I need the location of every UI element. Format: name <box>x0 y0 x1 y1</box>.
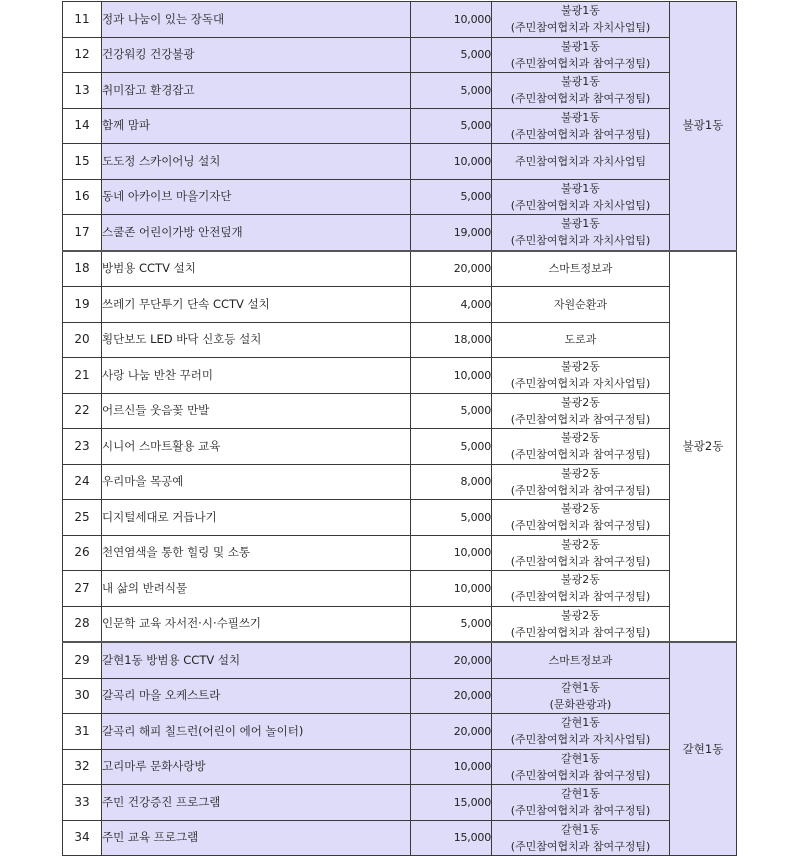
department-line-2: (주민참여협치과 자치사업팀) <box>510 21 651 35</box>
responsible-department <box>492 37 670 73</box>
project-name: 디지털세대로 거듭나기 <box>102 500 411 536</box>
project-amount: 5,000 <box>411 179 492 215</box>
responsible-department <box>492 464 670 500</box>
table-row <box>63 500 737 536</box>
project-amount: 18,000 <box>411 322 492 358</box>
department-line-1: 불광1동 <box>561 39 600 53</box>
department-line-1: 불광1동 <box>561 181 600 195</box>
department-line-1: 불광2동 <box>561 608 600 622</box>
responsible-department <box>492 179 670 215</box>
project-name: 도도정 스카이어닝 설치 <box>102 144 411 180</box>
project-name: 쓰레기 무단투기 단속 CCTV 설치 <box>102 287 411 323</box>
row-number: 29 <box>63 642 102 678</box>
department-line-2: (주민참여협치과 참여구정팀) <box>510 804 651 818</box>
department-line-2: (주민참여협치과 참여구정팀) <box>510 625 651 639</box>
table-row <box>63 108 737 144</box>
row-number: 33 <box>63 785 102 821</box>
project-amount: 5,000 <box>411 500 492 536</box>
table-row <box>63 606 737 642</box>
department-line-1: 갈현1동 <box>561 751 600 765</box>
department-line-2: (주민참여협치과 자치사업팀) <box>510 377 651 391</box>
project-name: 스쿨존 어린이가방 안전덮개 <box>102 215 411 251</box>
table-row <box>63 144 737 180</box>
department-line-1: 갈현1동 <box>561 822 600 836</box>
project-amount: 10,000 <box>411 749 492 785</box>
project-name: 어르신들 웃음꽃 만발 <box>102 393 411 429</box>
row-number: 18 <box>63 251 102 287</box>
project-amount: 4,000 <box>411 287 492 323</box>
project-amount: 10,000 <box>411 144 492 180</box>
responsible-department <box>492 215 670 251</box>
department-line-2: (주민참여협치과 참여구정팀) <box>510 127 651 141</box>
table-row <box>63 251 737 287</box>
row-number: 15 <box>63 144 102 180</box>
table-row <box>63 571 737 607</box>
row-number: 30 <box>63 678 102 714</box>
responsible-department <box>492 358 670 394</box>
department-line-1: 불광1동 <box>561 4 600 18</box>
department-line-1: 스마트정보과 <box>548 262 613 276</box>
project-name: 정과 나눔이 있는 장독대 <box>102 2 411 38</box>
department-line-1: 자원순환과 <box>553 297 608 311</box>
project-amount: 10,000 <box>411 571 492 607</box>
row-number: 32 <box>63 749 102 785</box>
row-number: 26 <box>63 535 102 571</box>
region-cell: 불광1동 <box>670 2 737 251</box>
department-line-1: 갈현1동 <box>561 680 600 694</box>
region-cell: 갈현1동 <box>670 642 737 856</box>
project-name: 동네 아카이브 마을기자단 <box>102 179 411 215</box>
responsible-department <box>492 749 670 785</box>
region-cell: 불광2동 <box>670 251 737 643</box>
project-table <box>62 1 737 856</box>
responsible-department <box>492 108 670 144</box>
project-name: 취미잡고 환경잡고 <box>102 73 411 109</box>
responsible-department <box>492 322 670 358</box>
row-number: 31 <box>63 714 102 750</box>
department-line-1: 불광2동 <box>561 395 600 409</box>
project-amount: 10,000 <box>411 358 492 394</box>
responsible-department <box>492 678 670 714</box>
responsible-department <box>492 287 670 323</box>
project-amount: 5,000 <box>411 429 492 465</box>
table-row <box>63 820 737 856</box>
project-amount: 20,000 <box>411 251 492 287</box>
project-name: 갈현1동 방범용 CCTV 설치 <box>102 642 411 678</box>
responsible-department <box>492 642 670 678</box>
project-name: 천연염색을 통한 힐링 및 소통 <box>102 535 411 571</box>
table-row <box>63 714 737 750</box>
row-number: 16 <box>63 179 102 215</box>
department-line-2: (문화관광과) <box>549 697 612 711</box>
department-line-2: (주민참여협치과 참여구정팀) <box>510 92 651 106</box>
department-line-2: (주민참여협치과 참여구정팀) <box>510 412 651 426</box>
project-name: 시니어 스마트활용 교육 <box>102 429 411 465</box>
responsible-department <box>492 714 670 750</box>
row-number: 22 <box>63 393 102 429</box>
table-row <box>63 2 737 38</box>
department-line-2: (주민참여협치과 참여구정팀) <box>510 768 651 782</box>
responsible-department <box>492 500 670 536</box>
project-amount: 8,000 <box>411 464 492 500</box>
table-row <box>63 429 737 465</box>
department-line-2: (주민참여협치과 참여구정팀) <box>510 448 651 462</box>
department-line-1: 불광1동 <box>561 75 600 89</box>
project-name: 주민 건강증진 프로그램 <box>102 785 411 821</box>
responsible-department <box>492 571 670 607</box>
responsible-department <box>492 73 670 109</box>
department-line-1: 불광2동 <box>561 502 600 516</box>
project-name: 내 삶의 반려식물 <box>102 571 411 607</box>
project-name: 갈곡리 마을 오케스트라 <box>102 678 411 714</box>
department-line-1: 불광1동 <box>561 110 600 124</box>
project-amount: 5,000 <box>411 606 492 642</box>
table-row <box>63 678 737 714</box>
project-amount: 10,000 <box>411 2 492 38</box>
row-number: 28 <box>63 606 102 642</box>
row-number: 34 <box>63 820 102 856</box>
table-row <box>63 287 737 323</box>
row-number: 21 <box>63 358 102 394</box>
department-line-2: (주민참여협치과 자치사업팀) <box>510 198 651 212</box>
department-line-1: 갈현1동 <box>561 716 600 730</box>
project-name: 건강워킹 건강불광 <box>102 37 411 73</box>
table-row <box>63 642 737 678</box>
department-line-1: 불광2동 <box>561 431 600 445</box>
project-name: 주민 교육 프로그램 <box>102 820 411 856</box>
department-line-1: 불광1동 <box>561 217 600 231</box>
row-number: 17 <box>63 215 102 251</box>
responsible-department <box>492 820 670 856</box>
responsible-department <box>492 393 670 429</box>
row-number: 23 <box>63 429 102 465</box>
table-row <box>63 73 737 109</box>
project-name: 함께 맘파 <box>102 108 411 144</box>
row-number: 13 <box>63 73 102 109</box>
department-line-1: 스마트정보과 <box>548 653 613 667</box>
table-row <box>63 535 737 571</box>
project-amount: 5,000 <box>411 108 492 144</box>
project-amount: 20,000 <box>411 714 492 750</box>
project-name: 사랑 나눔 반찬 꾸러미 <box>102 358 411 394</box>
table-row <box>63 37 737 73</box>
row-number: 25 <box>63 500 102 536</box>
table-row <box>63 322 737 358</box>
department-line-1: 갈현1동 <box>561 787 600 801</box>
department-line-2: (주민참여협치과 자치사업팀) <box>510 234 651 248</box>
project-amount: 20,000 <box>411 678 492 714</box>
responsible-department <box>492 535 670 571</box>
responsible-department <box>492 429 670 465</box>
row-number: 14 <box>63 108 102 144</box>
department-line-2: (주민참여협치과 참여구정팀) <box>510 56 651 70</box>
row-number: 19 <box>63 287 102 323</box>
project-name: 방범용 CCTV 설치 <box>102 251 411 287</box>
department-line-2: (주민참여협치과 참여구정팀) <box>510 839 651 853</box>
responsible-department <box>492 785 670 821</box>
row-number: 27 <box>63 571 102 607</box>
table-row <box>63 785 737 821</box>
table-row <box>63 215 737 251</box>
row-number: 24 <box>63 464 102 500</box>
table-row <box>63 749 737 785</box>
project-amount: 15,000 <box>411 785 492 821</box>
responsible-department <box>492 606 670 642</box>
department-line-1: 주민참여협치과 자치사업팀 <box>514 154 646 168</box>
project-name: 고리마루 문화사랑방 <box>102 749 411 785</box>
project-amount: 19,000 <box>411 215 492 251</box>
department-line-2: (주민참여협치과 자치사업팀) <box>510 733 651 747</box>
project-name: 인문학 교육 자서전·시·수필쓰기 <box>102 606 411 642</box>
table-row <box>63 358 737 394</box>
project-amount: 5,000 <box>411 393 492 429</box>
project-name: 갈곡리 해피 칠드런(어린이 에어 놀이터) <box>102 714 411 750</box>
department-line-1: 불광2동 <box>561 466 600 480</box>
project-amount: 5,000 <box>411 73 492 109</box>
department-line-2: (주민참여협치과 참여구정팀) <box>510 554 651 568</box>
project-amount: 15,000 <box>411 820 492 856</box>
table-row <box>63 393 737 429</box>
row-number: 20 <box>63 322 102 358</box>
project-amount: 20,000 <box>411 642 492 678</box>
department-line-1: 도로과 <box>564 333 597 347</box>
department-line-2: (주민참여협치과 참여구정팀) <box>510 483 651 497</box>
department-line-1: 불광2동 <box>561 360 600 374</box>
table-row <box>63 464 737 500</box>
row-number: 11 <box>63 2 102 38</box>
department-line-1: 불광2동 <box>561 573 600 587</box>
table-row <box>63 179 737 215</box>
department-line-2: (주민참여협치과 참여구정팀) <box>510 590 651 604</box>
project-name: 횡단보도 LED 바닥 신호등 설치 <box>102 322 411 358</box>
project-amount: 5,000 <box>411 37 492 73</box>
responsible-department <box>492 2 670 38</box>
department-line-2: (주민참여협치과 참여구정팀) <box>510 519 651 533</box>
department-line-1: 불광2동 <box>561 537 600 551</box>
responsible-department <box>492 251 670 287</box>
row-number: 12 <box>63 37 102 73</box>
project-name: 우리마을 목공예 <box>102 464 411 500</box>
project-amount: 10,000 <box>411 535 492 571</box>
responsible-department <box>492 144 670 180</box>
